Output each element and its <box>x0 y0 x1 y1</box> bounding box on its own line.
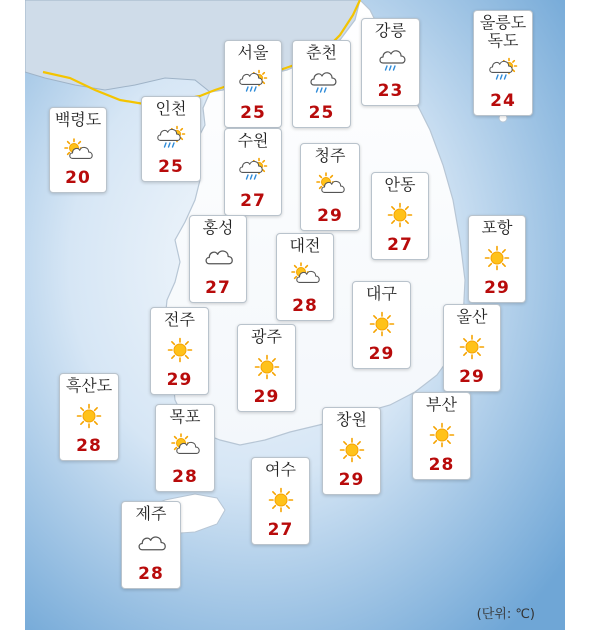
weather-map <box>25 0 565 630</box>
city-card-suwon <box>224 128 282 216</box>
sun-icon <box>337 436 367 464</box>
city-temp: 20 <box>65 168 91 188</box>
city-name: 안동 <box>384 175 416 194</box>
unit-label: (단위: ℃) <box>476 607 535 622</box>
partly-cloudy-icon <box>63 138 93 166</box>
sun-icon <box>385 201 415 229</box>
city-temp: 28 <box>76 436 102 456</box>
city-card-hongseong <box>189 215 247 303</box>
city-name: 청주 <box>314 146 346 165</box>
city-temp: 28 <box>428 455 455 475</box>
city-card-changwon <box>322 407 381 495</box>
sun-icon <box>266 486 296 514</box>
city-temp: 24 <box>490 91 516 111</box>
city-name: 수원 <box>237 131 269 150</box>
city-temp: 27 <box>205 278 231 298</box>
city-temp: 27 <box>240 191 266 211</box>
city-name: 여수 <box>265 460 296 479</box>
city-name: 강릉 <box>375 21 406 40</box>
city-temp: 28 <box>172 467 198 487</box>
city-temp: 27 <box>387 235 413 255</box>
rain-icon <box>376 47 406 75</box>
sun-icon <box>427 421 457 449</box>
city-temp: 23 <box>377 81 404 101</box>
sun-icon <box>457 333 487 361</box>
city-name: 인천 <box>155 99 187 118</box>
city-temp: 25 <box>308 103 335 123</box>
city-temp: 25 <box>158 157 184 177</box>
city-temp: 29 <box>253 387 280 407</box>
sun-icon <box>74 402 104 430</box>
city-name: 부산 <box>426 395 457 414</box>
city-name: 백령도 <box>54 110 102 129</box>
sun-icon <box>367 310 397 338</box>
city-card-ulsan <box>443 304 501 392</box>
city-card-gangneung <box>361 18 420 106</box>
cloud-icon <box>136 530 166 558</box>
city-temp: 28 <box>138 564 164 584</box>
cloud-rain-sun-icon <box>488 57 518 85</box>
city-name: 제주 <box>135 504 167 523</box>
city-temp: 29 <box>166 370 193 390</box>
city-name: 광주 <box>251 327 282 346</box>
city-card-daegu <box>352 281 411 369</box>
city-temp: 29 <box>338 470 365 490</box>
city-temp: 27 <box>267 520 294 540</box>
city-card-mokpo <box>155 404 215 492</box>
city-card-cheongju <box>300 143 360 231</box>
city-temp: 29 <box>484 278 510 298</box>
city-name: 춘천 <box>306 43 337 62</box>
city-name: 목포 <box>169 407 201 426</box>
city-name: 포항 <box>481 218 513 237</box>
cloud-rain-sun-icon <box>238 157 268 185</box>
city-card-daejeon <box>276 233 334 321</box>
sun-icon <box>252 353 282 381</box>
partly-cloudy-icon <box>315 172 345 200</box>
city-name: 울산 <box>456 307 488 326</box>
rain-icon <box>307 69 337 97</box>
city-card-jeonju <box>150 307 209 395</box>
city-card-gwangju <box>237 324 296 412</box>
city-card-jeju <box>121 501 181 589</box>
city-card-incheon <box>141 96 201 182</box>
city-name: 흑산도 <box>65 376 113 395</box>
cloud-rain-sun-icon <box>156 125 186 153</box>
city-card-ulleungdo <box>473 10 533 116</box>
city-temp: 25 <box>240 103 266 123</box>
sun-icon <box>165 336 195 364</box>
city-card-busan <box>412 392 471 480</box>
city-card-baengnyeong <box>49 107 107 193</box>
city-name: 대전 <box>289 236 321 255</box>
partly-cloudy-icon <box>170 433 200 461</box>
city-name: 창원 <box>336 410 367 429</box>
city-name: 전주 <box>164 310 195 329</box>
city-name: 울릉도 독도 <box>479 13 527 50</box>
city-card-pohang <box>468 215 526 303</box>
city-temp: 29 <box>459 367 485 387</box>
city-name: 홍성 <box>202 218 234 237</box>
city-card-yeosu <box>251 457 310 545</box>
city-card-heuksando <box>59 373 119 461</box>
city-name: 서울 <box>237 43 269 62</box>
city-temp: 28 <box>292 296 318 316</box>
sun-icon <box>482 244 512 272</box>
city-card-andong <box>371 172 429 260</box>
city-temp: 29 <box>317 206 343 226</box>
city-temp: 29 <box>368 344 395 364</box>
city-card-chuncheon <box>292 40 351 128</box>
city-card-seoul <box>224 40 282 128</box>
cloud-rain-sun-icon <box>238 69 268 97</box>
cloud-icon <box>203 244 233 272</box>
partly-cloudy-icon <box>290 262 320 290</box>
city-name: 대구 <box>366 284 397 303</box>
